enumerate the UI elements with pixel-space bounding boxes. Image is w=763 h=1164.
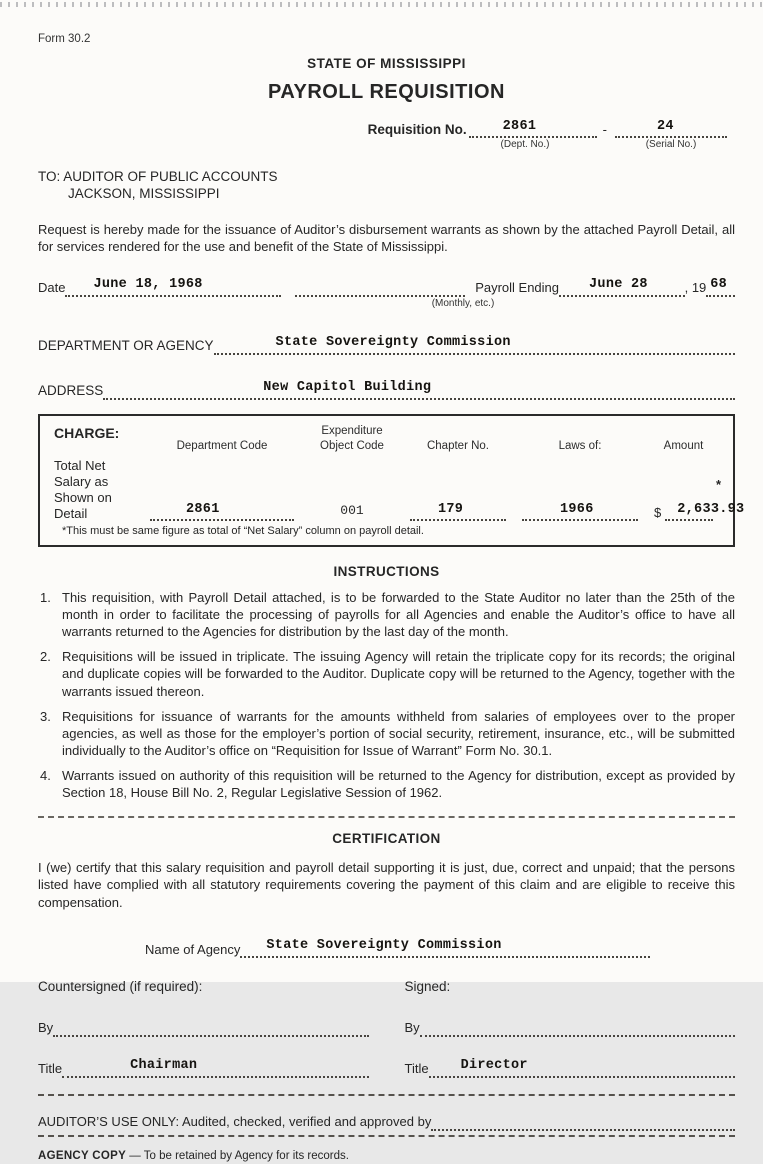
date-label: Date bbox=[38, 280, 66, 296]
instruction-number-3: 3. bbox=[40, 708, 51, 724]
dept-no-value: 2861 bbox=[502, 118, 537, 134]
year-label: , 19 bbox=[684, 280, 707, 296]
amount-field bbox=[665, 501, 745, 521]
monthly-caption-row bbox=[38, 297, 735, 310]
countersigned-column bbox=[38, 978, 369, 1078]
instruction-text-4: Warrants issued on authority of this requisition will be returned to the Agency for distribution, except as provided by Section 18, House Bill No. 2, Regular Legislative Session of 1962. bbox=[62, 768, 735, 801]
auditors-approved-by-field bbox=[431, 1112, 735, 1131]
instruction-text-2: Requisitions will be issued in triplicate. The issuing Agency will retain the triplicate copy for its records; the original and duplicate copies will be forwarded to the Auditor. Duplicate copy will be returned to the Agency, together with the warrants issued thereon. bbox=[62, 649, 735, 699]
department-value: State Sovereignty Commission bbox=[275, 334, 511, 350]
certification-paragraph: I (we) certify that this salary requisition and payroll detail supporting it is just, due, correct and unpaid; that the persons listed have complied with all statutory requirements covering the payment of this claim and are eligible to receive this compensation. bbox=[38, 860, 735, 910]
charge-label: CHARGE: bbox=[54, 424, 120, 441]
signed-column bbox=[405, 978, 736, 1078]
department-code-field bbox=[150, 501, 294, 521]
name-of-agency-field bbox=[240, 939, 650, 958]
instruction-number-4: 4. bbox=[40, 768, 51, 784]
department-code-cell bbox=[142, 501, 302, 521]
auditors-separator bbox=[38, 1135, 735, 1137]
countersigned-title-label: Title bbox=[38, 1061, 63, 1077]
request-paragraph: Request is hereby made for the issuance of Auditor’s disbursement warrants as shown by the attached Payroll Detail, all for services rendered for the use and benefit of the State of Mississippi. bbox=[38, 222, 735, 255]
signed-by-label: By bbox=[404, 1020, 420, 1036]
countersigned-label: Countersigned (if required): bbox=[38, 978, 203, 994]
monthly-caption: (Monthly, etc.) bbox=[431, 297, 495, 309]
signature-section bbox=[38, 978, 735, 1078]
year-field bbox=[706, 278, 735, 297]
department-label: DEPARTMENT OR AGENCY bbox=[38, 337, 214, 353]
signed-by-field bbox=[420, 1018, 735, 1037]
address-label: ADDRESS bbox=[38, 382, 104, 398]
col-expenditure-object-code: Expenditure Object Code bbox=[320, 424, 384, 452]
signature-separator bbox=[38, 1094, 735, 1096]
requisition-no-label: Requisition No. bbox=[367, 121, 467, 137]
signed-title-value: Director bbox=[460, 1057, 528, 1073]
agency-copy-note bbox=[38, 1149, 735, 1164]
laws-of-field bbox=[522, 501, 638, 521]
charge-box bbox=[38, 414, 745, 547]
col-department-code: Department Code bbox=[176, 439, 268, 452]
instruction-text-1: This requisition, with Payroll Detail attached, is to be forwarded to the State Auditor no later than the 25th of the month in order to facilitate the processing of payrolls for all Agencies and enable the Auditor’s office to have all warrants returned to the Agencies for distribution by the last day of the month. bbox=[62, 589, 735, 640]
instruction-text-3: Requisitions for issuance of warrants for the amounts withheld from salaries of employees over to the proper agencies, as well as those for the employer’s portion of social security, retirement, insurance, etc., will be submitted individually to the Auditor’s office on “Requisition for Issue of Warrant” Form No. 30.1. bbox=[62, 708, 735, 759]
countersigned-title-value: Chairman bbox=[130, 1057, 198, 1073]
chapter-no-value: 179 bbox=[438, 501, 464, 517]
serial-no-caption: (Serial No.) bbox=[645, 139, 697, 151]
address-value: New Capitol Building bbox=[263, 379, 432, 395]
addressee-line: TO: AUDITOR OF PUBLIC ACCOUNTS bbox=[38, 168, 278, 184]
payroll-ending-value: June 28 bbox=[589, 276, 648, 292]
name-of-agency-value: State Sovereignty Commission bbox=[266, 937, 502, 953]
charge-row-label: Total Net Salary as Shown on Detail bbox=[54, 458, 112, 521]
address-field bbox=[103, 381, 735, 400]
instruction-number-2: 2. bbox=[40, 649, 51, 665]
amount-value: 2,633.93 bbox=[677, 501, 745, 517]
auditors-use-row bbox=[38, 1112, 735, 1131]
countersigned-by-row bbox=[38, 1018, 369, 1037]
charge-value-row bbox=[54, 454, 745, 521]
date-row bbox=[38, 278, 735, 297]
signed-title-field bbox=[429, 1059, 735, 1078]
amount-cell bbox=[646, 501, 745, 521]
payroll-ending-field bbox=[559, 278, 685, 297]
name-of-agency-row bbox=[145, 939, 650, 958]
laws-of-value: 1966 bbox=[560, 501, 594, 517]
charge-footnote: *This must be same figure as total of “Net Salary” column on payroll detail. bbox=[62, 525, 424, 538]
requisition-dash: - bbox=[602, 122, 607, 138]
amount-asterisk: * bbox=[715, 476, 721, 492]
chapter-no-field bbox=[410, 501, 506, 521]
col-chapter-no: Chapter No. bbox=[426, 439, 489, 452]
address-row bbox=[38, 381, 735, 400]
dept-no-field bbox=[469, 119, 597, 138]
serial-no-value: 24 bbox=[657, 118, 674, 134]
department-row bbox=[38, 336, 735, 355]
instruction-item-1 bbox=[38, 589, 735, 640]
chapter-no-cell bbox=[402, 501, 514, 521]
instruction-item-2 bbox=[38, 648, 735, 699]
form-number: Form 30.2 bbox=[38, 33, 91, 45]
serial-no-field bbox=[615, 119, 727, 138]
dept-no-caption: (Dept. No.) bbox=[500, 139, 550, 151]
col-amount: Amount bbox=[663, 439, 704, 452]
countersigned-title-field bbox=[62, 1059, 368, 1078]
certification-heading: CERTIFICATION bbox=[332, 830, 441, 846]
department-code-value: 2861 bbox=[186, 501, 220, 517]
dollar-sign: $ bbox=[654, 505, 662, 521]
instructions-heading: INSTRUCTIONS bbox=[333, 563, 440, 579]
instruction-item-3 bbox=[38, 708, 735, 759]
signed-label: Signed: bbox=[404, 978, 451, 994]
date-field bbox=[65, 278, 280, 297]
signed-by-row bbox=[405, 1018, 736, 1037]
col-laws-of: Laws of: bbox=[558, 439, 602, 452]
payroll-ending-label: Payroll Ending bbox=[475, 280, 560, 296]
instruction-number-1: 1. bbox=[40, 589, 51, 605]
requisition-number-row bbox=[38, 119, 735, 138]
requisition-captions bbox=[38, 138, 735, 151]
expenditure-object-code-cell bbox=[302, 502, 402, 521]
agency-copy-text: — To be retained by Agency for its records. bbox=[126, 1149, 349, 1162]
department-field bbox=[214, 336, 735, 355]
agency-copy-label: AGENCY COPY bbox=[38, 1149, 127, 1162]
monthly-field bbox=[295, 278, 465, 297]
page-title: PAYROLL REQUISITION bbox=[268, 80, 505, 103]
charge-header-row bbox=[54, 424, 721, 454]
laws-of-cell bbox=[514, 501, 646, 521]
perforation-edge bbox=[0, 2, 763, 7]
expenditure-object-code-value: 001 bbox=[340, 503, 364, 519]
year-value: 68 bbox=[710, 276, 728, 292]
name-of-agency-label: Name of Agency bbox=[145, 941, 241, 957]
auditors-use-label: AUDITOR’S USE ONLY: Audited, checked, verified and approved by bbox=[38, 1114, 432, 1130]
signed-title-label: Title bbox=[404, 1061, 429, 1077]
state-title: STATE OF MISSISSIPPI bbox=[307, 56, 466, 72]
instruction-item-4 bbox=[38, 767, 735, 801]
instructions-separator bbox=[38, 816, 735, 818]
countersigned-by-label: By bbox=[38, 1020, 54, 1036]
countersigned-title-row bbox=[38, 1059, 369, 1078]
addressee-city: JACKSON, MISSISSIPPI bbox=[68, 186, 220, 202]
countersigned-by-field bbox=[53, 1018, 368, 1037]
date-value: June 18, 1968 bbox=[93, 276, 203, 292]
signed-title-row bbox=[405, 1059, 736, 1078]
addressee-block bbox=[38, 168, 735, 204]
